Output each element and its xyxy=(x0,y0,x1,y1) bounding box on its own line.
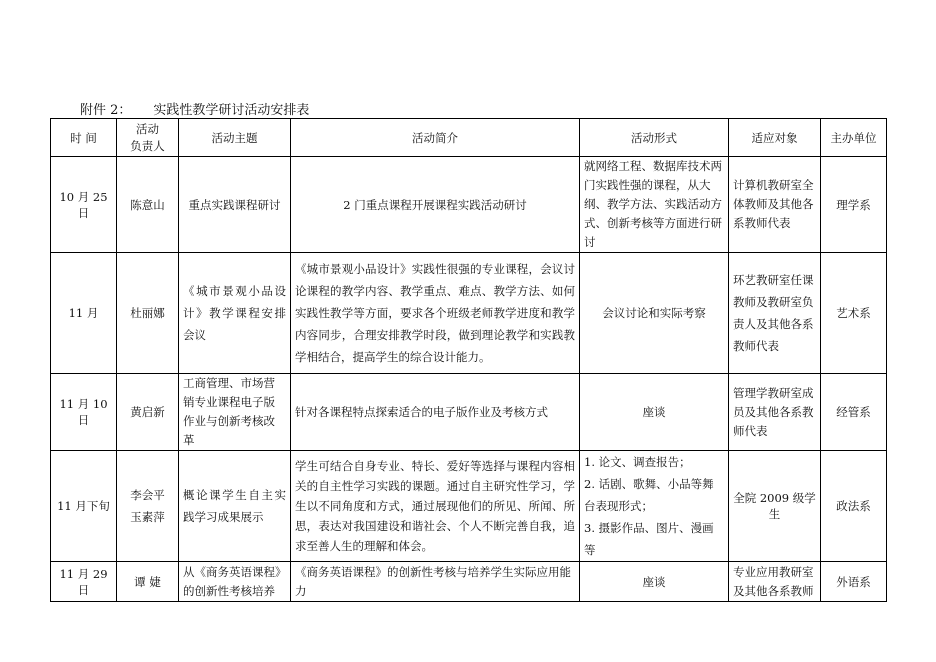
row-leader: 杜丽娜 xyxy=(117,253,179,374)
col-header-theme: 活动主题 xyxy=(179,119,291,157)
row-organizer: 政法系 xyxy=(821,451,887,562)
row-leader-line2: 玉素萍 xyxy=(130,510,165,524)
row-theme: 工商管理、市场营销专业课程电子版作业与创新考核改革 xyxy=(179,374,291,451)
row-leader: 陈意山 xyxy=(117,157,179,253)
col-header-leader-line1: 活动 xyxy=(136,121,159,136)
row-audience: 管理学教研室成员及其他各系教师代表 xyxy=(729,374,821,451)
row-theme: 重点实践课程研讨 xyxy=(179,157,291,253)
row-organizer: 理学系 xyxy=(821,157,887,253)
row-time: 11 月 xyxy=(51,253,117,374)
row-form xyxy=(580,451,729,562)
col-header-leader-line2: 负责人 xyxy=(130,138,165,153)
col-header-audience: 适应对象 xyxy=(729,119,821,157)
row-leader: 谭 婕 xyxy=(117,562,179,602)
row-theme: 《城市景观小品设计》教学课程安排会议 xyxy=(179,253,291,374)
row-audience: 计算机教研室全体教师及其他各系教师代表 xyxy=(729,157,821,253)
row-intro: 学生可结合自身专业、特长、爱好等选择与课程内容相关的自主性学习实践的课题。通过自主研究性学习，学生以不同角度和方式，通过展现他们的所见、所闻、所思，表达对我国建设和谐社会、个人不断完善自我，追求至善人生的理解和体会。 xyxy=(291,451,580,562)
row-form: 会议讨论和实际考察 xyxy=(580,253,729,374)
row-intro: 2 门重点课程开展课程实践活动研讨 xyxy=(291,157,580,253)
row-audience: 环艺教研室任课教师及教研室负责人及其他各系教师代表 xyxy=(729,253,821,374)
row-theme: 概论课学生自主实践学习成果展示 xyxy=(179,451,291,562)
row-time: 10 月 25 日 xyxy=(51,157,117,253)
table-row xyxy=(51,157,887,253)
header-row xyxy=(51,119,887,157)
col-header-intro: 活动简介 xyxy=(291,119,580,157)
row-time: 11 月 10 日 xyxy=(51,374,117,451)
row-leader-line1: 李会平 xyxy=(130,488,165,502)
row-theme: 从《商务英语课程》的创新性考核培养 xyxy=(179,562,291,602)
attachment-label: 附件 2： xyxy=(80,103,132,118)
form-list-item: 3. 摄影作品、图片、漫画等 xyxy=(584,521,714,557)
document-title: 实践性教学研讨活动安排表 xyxy=(153,103,310,118)
row-organizer: 外语系 xyxy=(821,562,887,602)
row-intro: 针对各课程特点探索适合的电子版作业及考核方式 xyxy=(291,374,580,451)
document-heading xyxy=(80,99,309,118)
col-header-time: 时 间 xyxy=(51,119,117,157)
form-list-item: 1. 论文、调查报告； xyxy=(584,455,691,469)
row-time: 11 月下旬 xyxy=(51,451,117,562)
row-intro: 《城市景观小品设计》实践性很强的专业课程，会议讨论课程的教学内容、教学重点、难点、教学方法、如何实践性教学等方面，要求各个班级老师教学进度和教学内容同步，合理安排教学时段，做到理论教学和实践教学相结合，提高学生的综合设计能力。 xyxy=(291,253,580,374)
row-form: 座谈 xyxy=(580,562,729,602)
row-time: 11 月 29 日 xyxy=(51,562,117,602)
table-row xyxy=(51,253,887,374)
col-header-organizer: 主办单位 xyxy=(821,119,887,157)
table-row xyxy=(51,451,887,562)
row-form: 就网络工程、数据库技术两门实践性强的课程，从大纲、教学方法、实践活动方式、创新考核等方面进行研讨 xyxy=(580,157,729,253)
schedule-table xyxy=(50,118,887,602)
table-row xyxy=(51,374,887,451)
table-row xyxy=(51,562,887,602)
col-header-form: 活动形式 xyxy=(580,119,729,157)
row-form: 座谈 xyxy=(580,374,729,451)
row-organizer: 艺术系 xyxy=(821,253,887,374)
row-intro: 《商务英语课程》的创新性考核与培养学生实际应用能力 xyxy=(291,562,580,602)
form-list-item: 2. 话剧、歌舞、小品等舞台表现形式； xyxy=(584,477,714,513)
row-audience: 全院 2009 级学生 xyxy=(729,451,821,562)
row-organizer: 经管系 xyxy=(821,374,887,451)
row-audience: 专业应用教研室及其他各系教师 xyxy=(729,562,821,602)
col-header-leader xyxy=(117,119,179,157)
row-leader xyxy=(117,451,179,562)
row-leader: 黄启新 xyxy=(117,374,179,451)
